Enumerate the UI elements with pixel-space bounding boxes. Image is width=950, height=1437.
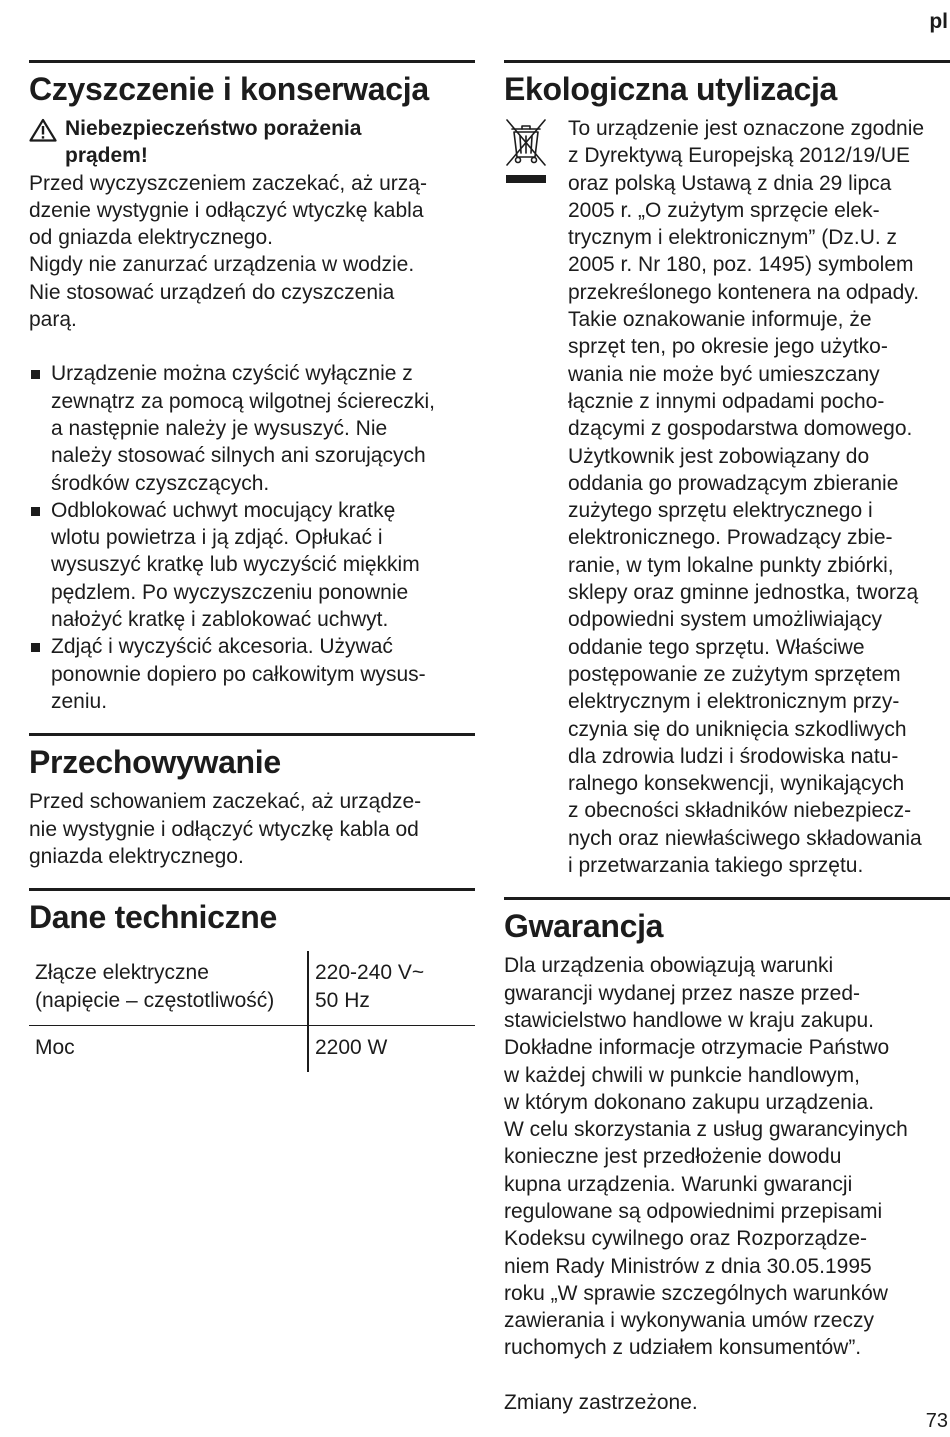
table-cell-label	[29, 951, 308, 1026]
list-item	[29, 497, 475, 633]
text-line: odpowiedni system umożliwiający	[568, 608, 882, 632]
text-line: konieczne jest przedłożenie dowodu	[504, 1145, 842, 1169]
text-line: wlotu powietrza i ją zdjąć. Opłukać i	[51, 526, 383, 550]
warranty-title: Gwarancja	[504, 908, 664, 945]
text-line: Odblokować uchwyt mocujący kratkę	[51, 498, 396, 522]
warranty-text	[504, 952, 950, 1361]
square-bullet-icon	[31, 507, 40, 516]
text-line: Złącze elektryczne	[35, 961, 209, 985]
right-column	[504, 60, 950, 1434]
text-line: (napięcie – częstotliwość)	[35, 989, 275, 1013]
text-line: 220-240 V~	[315, 961, 425, 985]
text-line: wysuszyć kratkę lub wyczyścić miękkim	[51, 553, 420, 577]
text-line: 2200 W	[315, 1036, 388, 1060]
text-line: dla zdrowia ludzi i środowiska natu-	[568, 744, 899, 768]
storage-section	[29, 733, 475, 870]
text-line: W celu skorzystania z usług gwarancyinych	[504, 1118, 908, 1142]
cleaning-title: Czyszczenie i konserwacja	[29, 71, 429, 107]
text-line: oddanie tego sprzętu. Właściwe	[568, 635, 865, 659]
text-line: ranie, w tym lokalne punkty zbiórki,	[568, 553, 894, 577]
text-line: z Dyrektywą Europejską 2012/19/UE	[568, 144, 910, 168]
text-line: należy stosować silnych ani szorujących	[51, 444, 426, 468]
warranty-section	[504, 897, 950, 1416]
eco-text	[568, 115, 950, 879]
storage-title: Przechowywanie	[29, 744, 281, 781]
text-line: pędzlem. Po wyczyszczeniu ponownie	[51, 580, 409, 604]
text-line: z obecności składników niebezpiecz-	[568, 799, 912, 823]
electric-shock-warning	[29, 115, 475, 170]
tech-table	[29, 951, 475, 1072]
text-line: sklepy oraz gminne jednostka, tworzą	[568, 581, 919, 605]
text-line: regulowane są odpowiednimi przepisami	[504, 1199, 883, 1223]
text-line: 2005 r. „O zużytym sprzęcie elek-	[568, 198, 880, 222]
crossed-out-wheelie-bin-icon	[504, 115, 548, 187]
text-line: przekreślonego kontenera na odpady.	[568, 280, 920, 304]
table-cell-value	[308, 951, 475, 1026]
text-line: zewnątrz za pomocą wilgotnej ściereczki,	[51, 389, 435, 413]
text-line: elektrycznym i elektronicznym przy-	[568, 690, 900, 714]
text-line: Nie stosować urządzeń do czyszczenia	[29, 280, 395, 304]
page-number: 73	[925, 1410, 948, 1432]
warning-triangle-icon	[29, 118, 57, 142]
eco-title: Ekologiczna utylizacja	[504, 71, 838, 107]
text-line: nych oraz niewłaściwego składowania	[568, 826, 922, 850]
text-line: oddania go prowadzącym zbieranie	[568, 471, 899, 495]
text-line: Przed wyczyszczeniem zaczekać, aż urzą-	[29, 171, 427, 195]
text-line: łącznie z innymi odpadami pocho-	[568, 389, 885, 413]
text-line: Takie oznakowanie informuje, że	[568, 308, 872, 332]
text-line: Kodeksu cywilnego oraz Rozporządze-	[504, 1227, 868, 1251]
text-line: 2005 r. Nr 180, poz. 1495) symbolem	[568, 253, 914, 277]
text-line: w którym dokonano zakupu urządzenia.	[504, 1090, 875, 1114]
text-line: sprzęt ten, po okresie jego użytko-	[568, 335, 888, 359]
text-line: Urządzenie można czyścić wyłącznie z	[51, 362, 413, 386]
text-line: dzenie wystygnie i odłączyć wtyczkę kabla	[29, 198, 424, 222]
text-line: ruchomych z udziałem konsumentów”.	[504, 1336, 862, 1360]
text-line: zawierania i wykonywania umów rzeczy	[504, 1309, 874, 1333]
table-row	[29, 1026, 475, 1073]
list-item	[29, 360, 475, 496]
text-line: Moc	[35, 1036, 75, 1060]
text-line: czynia się do uniknięcia szkodliwych	[568, 717, 907, 741]
text-line: i przetwarzania takiego sprzętu.	[568, 854, 864, 878]
text-line: kupna urządzenia. Warunki gwarancji	[504, 1172, 853, 1196]
text-line: nałożyć kratkę i zablokować uchwyt.	[51, 608, 389, 632]
text-line: Przed schowaniem zaczekać, aż urządze-	[29, 790, 422, 814]
tech-title: Dane techniczne	[29, 899, 278, 936]
square-bullet-icon	[31, 643, 40, 652]
text-line: środków czyszczących.	[51, 471, 270, 495]
text-line: nie wystygnie i odłączyć wtyczkę kabla od	[29, 817, 419, 841]
warning-line: Niebezpieczeństwo porażenia	[65, 117, 362, 140]
text-line: postępowanie ze zużytym sprzętem	[568, 662, 901, 686]
cleaning-section	[29, 60, 475, 715]
text-line: To urządzenie jest oznaczone zgodnie	[568, 117, 925, 140]
left-column	[29, 60, 475, 1090]
eco-icon-wrapper	[504, 115, 568, 879]
text-line: zużytego sprzętu elektrycznego i	[568, 499, 873, 523]
eco-content	[504, 115, 950, 879]
text-line: Dla urządzenia obowiązują warunki	[504, 954, 834, 978]
text-line: gniazda elektrycznego.	[29, 844, 244, 868]
text-line: Użytkownik jest zobowiązany do	[568, 444, 870, 468]
eco-section	[504, 60, 950, 879]
text-line: w każdej chwili w punkcie handlowym,	[504, 1063, 860, 1087]
text-line: parą.	[29, 308, 77, 332]
text-line: wania nie może być umieszczany	[568, 362, 880, 386]
text-line: trycznym i elektronicznym” (Dz.U. z	[568, 226, 898, 250]
changes-reserved: Zmiany zastrzeżone.	[504, 1390, 698, 1414]
text-line: roku „W sprawie szczególnych warunków	[504, 1281, 888, 1305]
square-bullet-icon	[31, 370, 40, 379]
tech-section	[29, 888, 475, 1072]
cleaning-text	[29, 170, 475, 334]
text-line: ralnego konsekwencji, wynikających	[568, 772, 905, 796]
list-item	[29, 633, 475, 715]
table-cell-label	[29, 1026, 308, 1073]
text-line: Zdjąć i wyczyścić akcesoria. Używać	[51, 635, 393, 659]
table-cell-value	[308, 1026, 475, 1073]
text-line: elektronicznego. Prowadzący zbie-	[568, 526, 893, 550]
text-line: gwarancji wydanej przez nasze przed-	[504, 981, 861, 1005]
warning-line: prądem!	[65, 144, 148, 168]
text-line: ponownie dopiero po całkowitym wysus-	[51, 662, 426, 686]
text-line: niem Rady Ministrów z dnia 30.05.1995	[504, 1254, 872, 1278]
table-row	[29, 951, 475, 1026]
storage-text	[29, 788, 475, 870]
text-line: a następnie należy je wysuszyć. Nie	[51, 416, 388, 440]
cleaning-bullet-list	[29, 360, 475, 715]
text-line: Dokładne informacje otrzymacie Państwo	[504, 1036, 890, 1060]
text-line: oraz polską Ustawą z dnia 29 lipca	[568, 171, 892, 195]
text-line: dzącymi z gospodarstwa domowego.	[568, 417, 913, 441]
text-line: Nigdy nie zanurzać urządzenia w wodzie.	[29, 253, 415, 277]
text-line: stawicielstwo handlowe w kraju zakupu.	[504, 1008, 875, 1032]
text-line: zeniu.	[51, 689, 108, 713]
text-line: 50 Hz	[315, 989, 370, 1013]
language-code: pl	[929, 10, 948, 33]
text-line: od gniazda elektrycznego.	[29, 226, 273, 250]
